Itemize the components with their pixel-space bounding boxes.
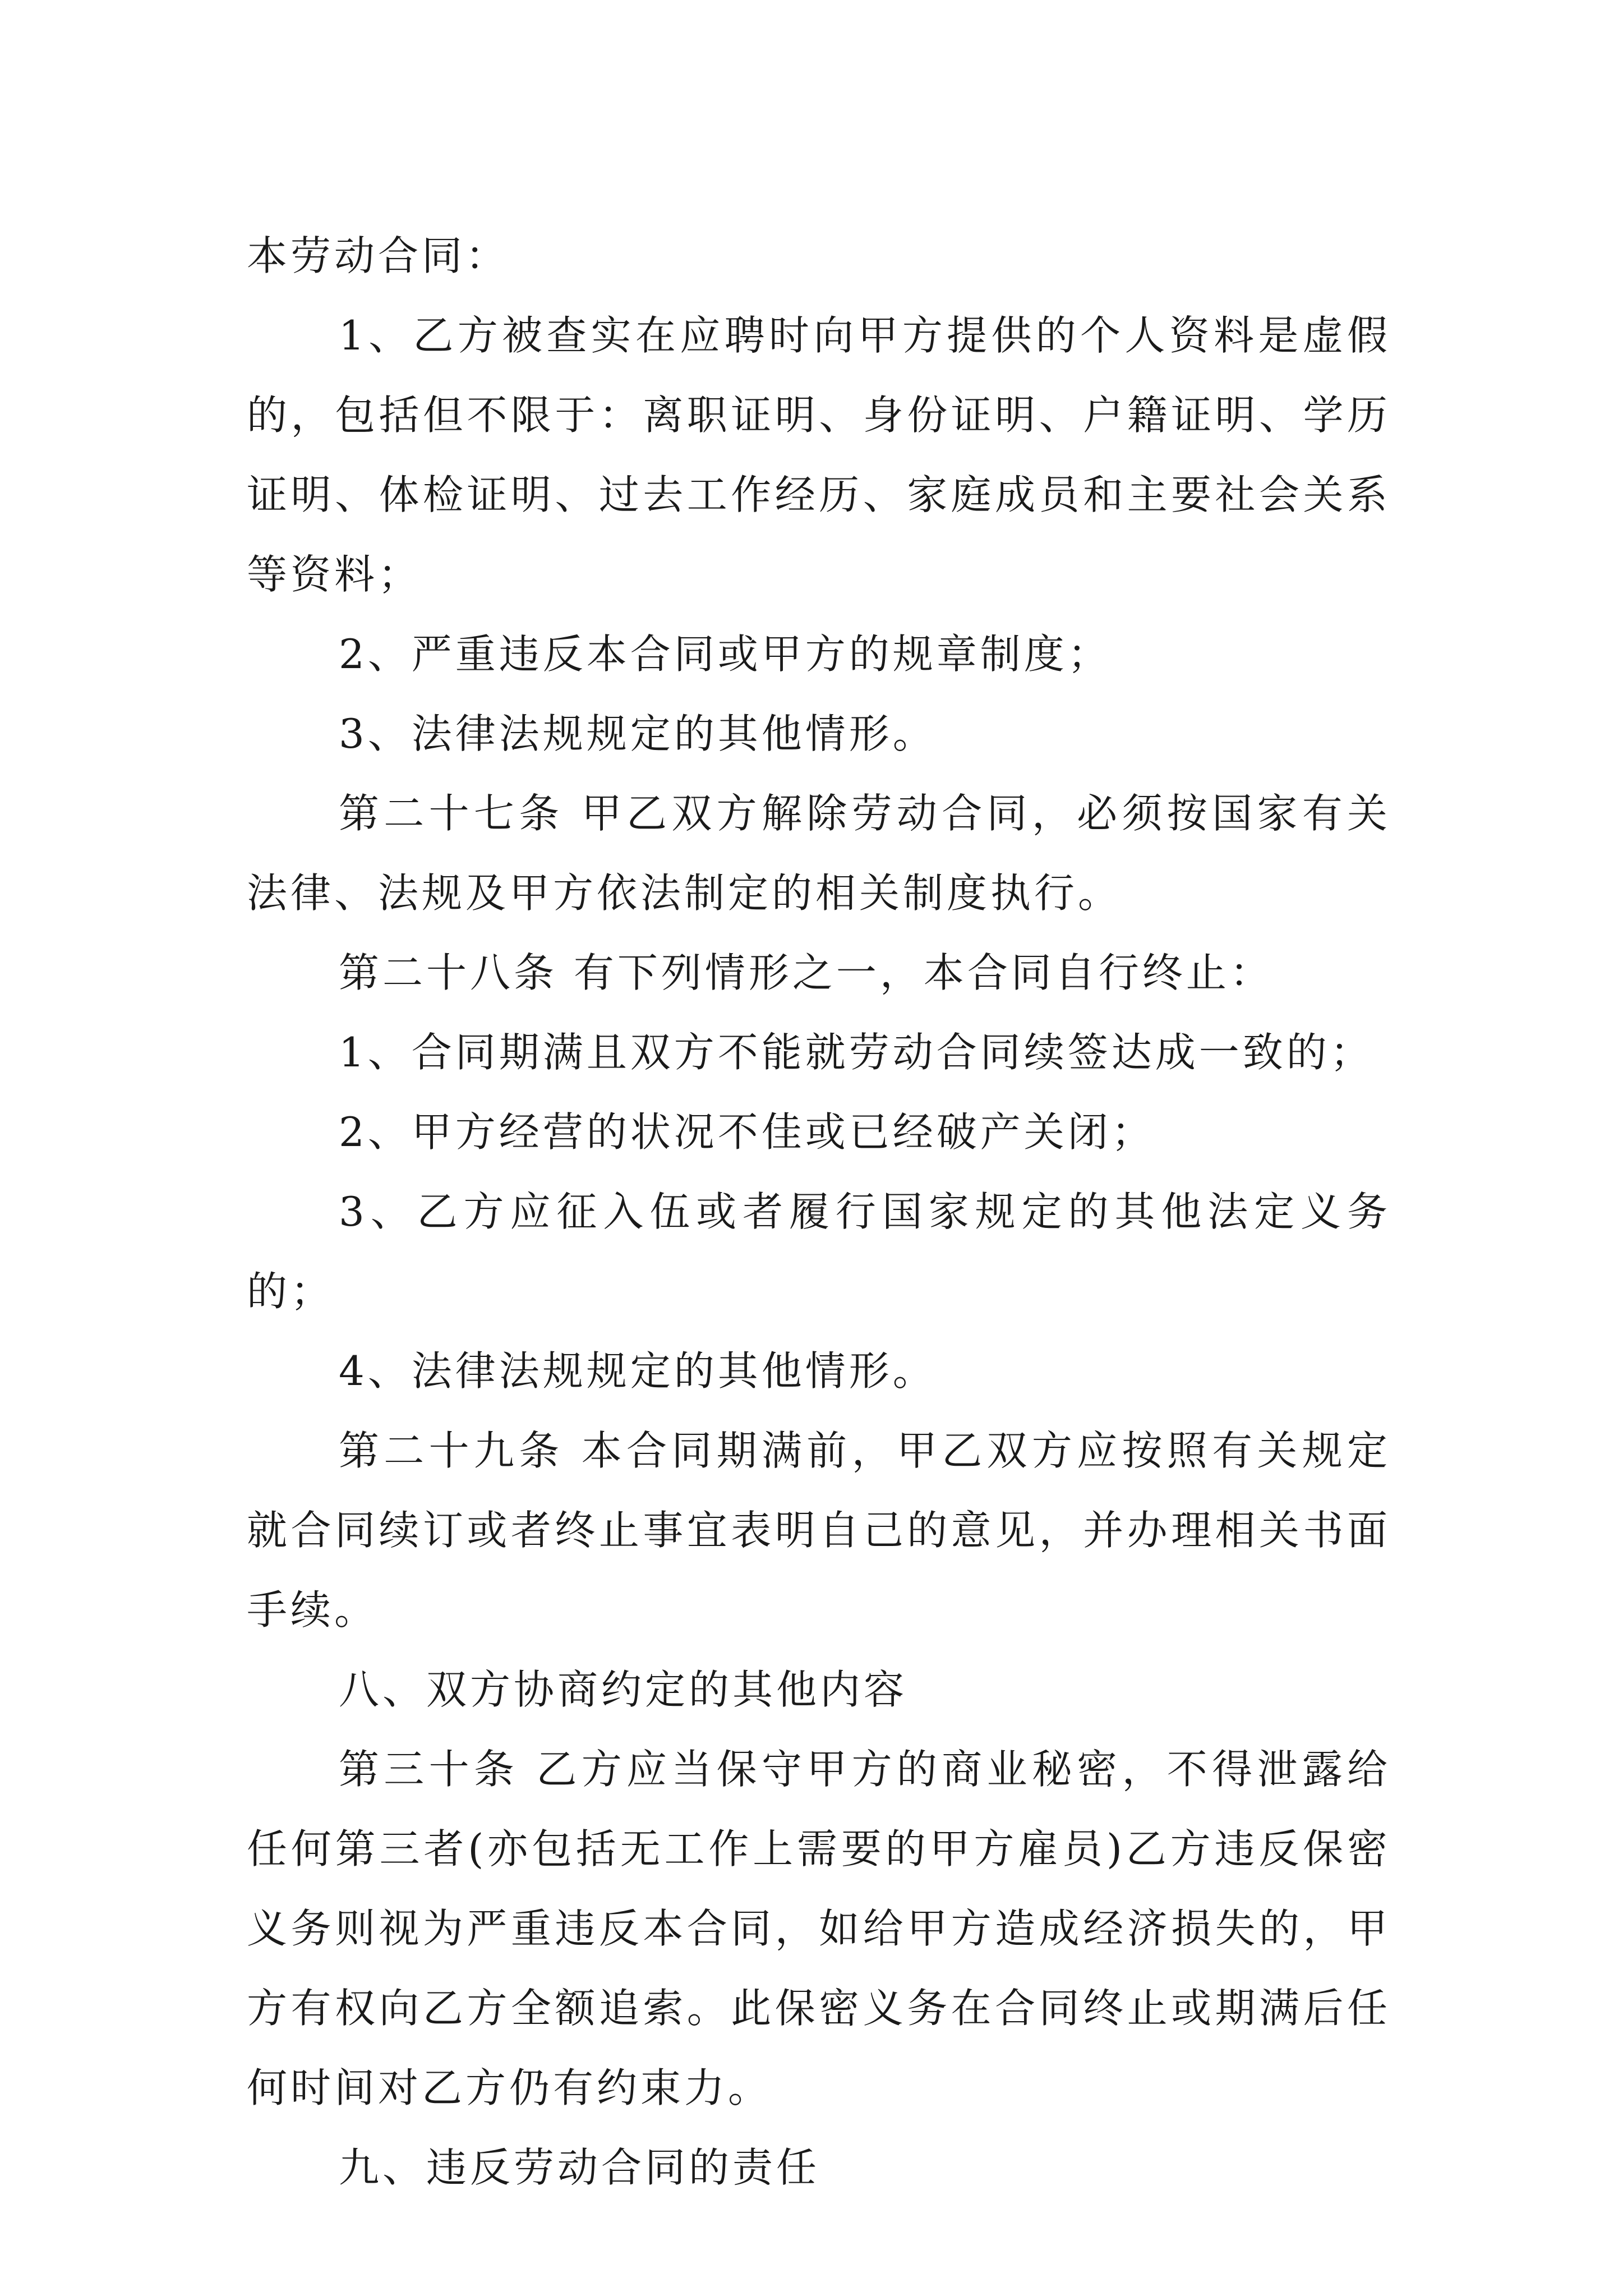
paragraph-item-3-other: 3、法律法规规定的其他情形。 [339,710,937,757]
paragraph-article-28-item-4: 4、法律法规规定的其他情形。 [339,1347,937,1395]
paragraph-article-28-item-1: 1、合同期满且双方不能就劳动合同续签达成一致的； [339,1029,1374,1076]
paragraph-continuation: 本劳动合同： [247,232,510,279]
document-body [247,216,1391,2207]
paragraph-article-30: 第三十条 乙方应当保守甲方的商业秘密，不得泄露给任何第三者(亦包括无工作上需要的甲方雇员)乙方违反保密义务则视为严重违反本合同，如给甲方造成经济损失的，甲方有权向乙方全额追索。此保密义务在合同终止或期满后任何时间对乙方仍有约束力。 [247,1746,1391,2111]
section-heading-8: 八、双方协商约定的其他内容 [339,1666,908,1713]
paragraph-article-28-item-2: 2、甲方经营的状况不佳或已经破产关闭； [339,1108,1155,1156]
paragraph-article-28: 第二十八条 有下列情形之一，本合同自行终止： [339,949,1274,996]
paragraph-article-27: 第二十七条 甲乙双方解除劳动合同，必须按国家有关法律、法规及甲方依法制定的相关制度执行。 [247,790,1391,917]
paragraph-article-28-item-3: 3、乙方应征入伍或者履行国家规定的其他法定义务的； [247,1188,1391,1315]
paragraph-item-1-false-info: 1、乙方被查实在应聘时向甲方提供的个人资料是虚假的，包括但不限于：离职证明、身份证明、户籍证明、学历证明、体检证明、过去工作经历、家庭成员和主要社会关系等资料； [247,312,1391,598]
paragraph-article-29: 第二十九条 本合同期满前，甲乙双方应按照有关规定就合同续订或者终止事宜表明自己的意见，并办理相关书面手续。 [247,1427,1391,1634]
paragraph-item-2-violation: 2、严重违反本合同或甲方的规章制度； [339,631,1112,678]
section-heading-9: 九、违反劳动合同的责任 [339,2144,820,2191]
